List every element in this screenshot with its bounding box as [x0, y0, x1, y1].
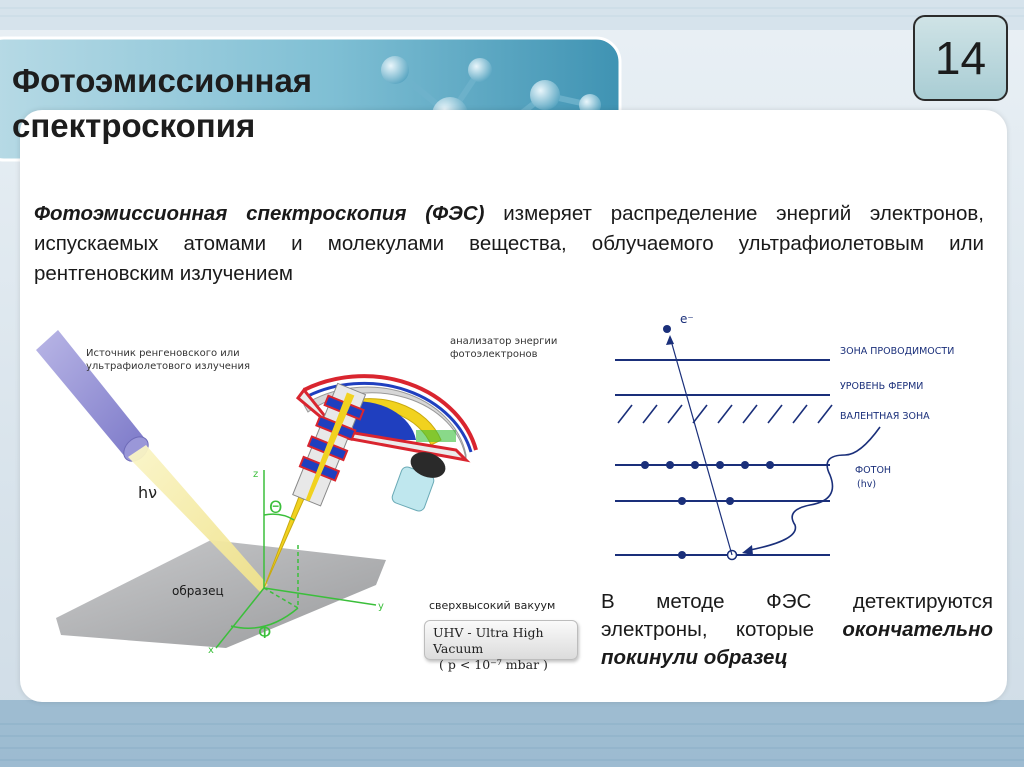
uhv-box	[424, 620, 578, 672]
axis-y-label: y	[378, 601, 384, 612]
intro-paragraph	[34, 199, 984, 289]
slide-title: Фотоэмиссионная спектроскопия	[12, 62, 313, 144]
vacuum-title: сверхвысокий вакуум	[429, 599, 556, 612]
energy-level-diagram	[600, 305, 1000, 575]
axis-x-label: x	[208, 645, 214, 656]
valence-band-label: ВАЛЕНТНАЯ ЗОНА	[840, 411, 930, 422]
hv-label: hν	[138, 483, 158, 502]
analyzer-label-1: анализатор энергии	[450, 336, 558, 347]
sample-label: образец	[172, 584, 224, 598]
photon-hv-label: (hv)	[857, 479, 877, 490]
photon-label: ФОТОН	[855, 465, 892, 476]
analyzer-label-2: фотоэлектронов	[450, 349, 538, 360]
phi-label: Φ	[258, 623, 272, 643]
note-plain: В методе ФЭС детектируются электроны, которые	[601, 590, 993, 641]
conduction-band-label: ЗОНА ПРОВОДИМОСТИ	[840, 346, 955, 357]
valence-hatching	[618, 405, 832, 423]
energy-analyzer	[289, 376, 476, 513]
uhv-line-2: ( p < 10⁻⁷ mbar )	[439, 657, 548, 672]
fermi-level-label: УРОВЕНЬ ФЕРМИ	[840, 381, 924, 392]
emission-path	[670, 337, 732, 555]
note-emph: окончательно покинули образец	[601, 618, 993, 669]
electron-symbol: e⁻	[680, 312, 694, 326]
intro-term: Фотоэмиссионная спектроскопия (ФЭС)	[34, 202, 485, 225]
source-label-1: Источник ренгеновского или	[86, 348, 240, 359]
pes-setup-illustration	[36, 330, 596, 660]
method-note	[601, 588, 993, 672]
slide-number-badge: 14	[913, 15, 1008, 101]
uhv-line-1: UHV - Ultra High Vacuum	[433, 625, 544, 656]
axis-z-label: z	[253, 469, 259, 480]
intro-rest: измеряет распределение энергий электронов, испускаемых атомами и молекулами вещества, облучаемого ультрафиолетовым или рентгеновским излучением	[34, 202, 984, 285]
theta-label: Θ	[269, 498, 283, 518]
source-label-2: ультрафиолетового излучения	[86, 361, 250, 372]
